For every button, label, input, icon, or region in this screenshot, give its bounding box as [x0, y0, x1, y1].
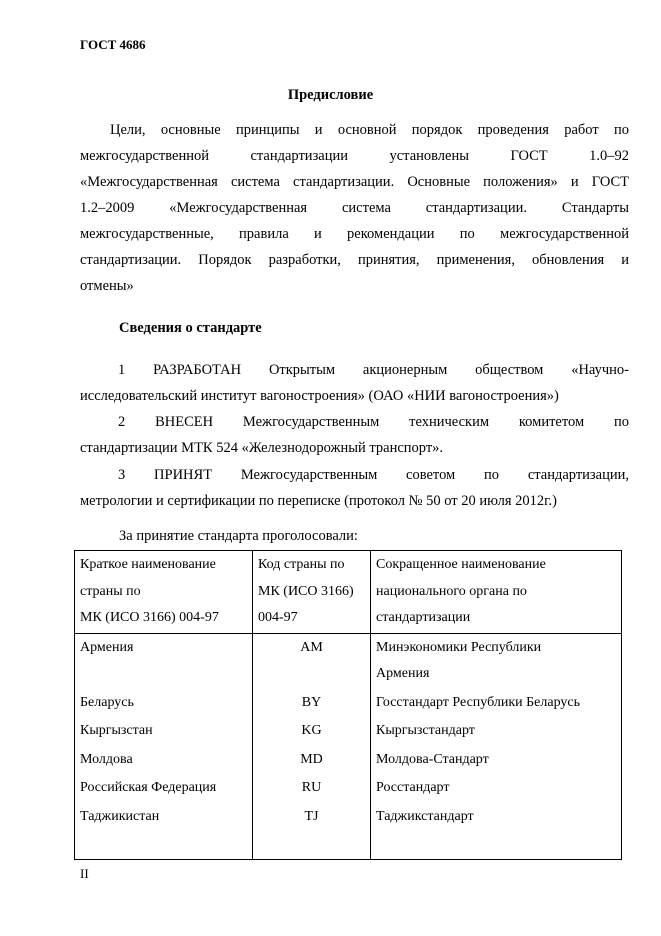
- code-cell: AM: [253, 633, 371, 689]
- table-header-row: [75, 551, 622, 634]
- empty-cell: [371, 831, 622, 860]
- text-line: 1 РАЗРАБОТАН Открытым акционерным обществом «Научно-: [118, 362, 629, 378]
- code-cell: TJ: [253, 803, 371, 832]
- text-line: «Межгосударственная система стандартизации. Основные положения» и ГОСТ: [80, 174, 629, 190]
- table-row-empty: [75, 831, 622, 860]
- org-cell: Молдова-Стандарт: [371, 746, 622, 775]
- header-organization: Сокращенное наименование национального органа по стандартизации: [371, 551, 622, 634]
- text-line: исследовательский институт вагоностроения» (ОАО «НИИ вагоностроения»): [80, 388, 559, 404]
- org-cell: Кыргызстандарт: [371, 717, 622, 746]
- empty-cell: [75, 831, 253, 860]
- code-cell: RU: [253, 774, 371, 803]
- text-line: межгосударственной стандартизации установлены ГОСТ 1.0–92: [80, 148, 629, 164]
- text-line: стандартизации. Порядок разработки, принятия, применения, обновления и: [80, 252, 629, 268]
- document-header: ГОСТ 4686: [80, 37, 146, 52]
- country-cell: Армения: [75, 633, 253, 689]
- code-cell: BY: [253, 689, 371, 718]
- country-cell: Кыргызстан: [75, 717, 253, 746]
- code-cell: MD: [253, 746, 371, 775]
- country-cell: Таджикистан: [75, 803, 253, 832]
- text-line: Цели, основные принципы и основной порядок проведения работ по: [110, 122, 629, 138]
- code-cell: KG: [253, 717, 371, 746]
- voting-table: [74, 550, 622, 860]
- table-row: [75, 689, 622, 718]
- org-cell: Таджикстандарт: [371, 803, 622, 832]
- text-line: 2 ВНЕСЕН Межгосударственным техническим комитетом по: [118, 414, 629, 430]
- org-cell: Росстандарт: [371, 774, 622, 803]
- intro-paragraph: [80, 117, 629, 299]
- item-submitted: [80, 409, 629, 461]
- country-cell: Молдова: [75, 746, 253, 775]
- table-row: [75, 717, 622, 746]
- page-number: II: [80, 866, 89, 881]
- vote-intro: За принятие стандарта проголосовали:: [119, 528, 358, 544]
- section-title: Предисловие: [287, 87, 374, 103]
- text-line: 1.2–2009 «Межгосударственная система стандартизации. Стандарты: [80, 200, 629, 216]
- header-code: Код страны по МК (ИСО 3166) 004-97: [253, 551, 371, 634]
- text-line: отмены»: [80, 278, 134, 294]
- item-adopted: [80, 462, 629, 514]
- table-row: [75, 746, 622, 775]
- text-line: 3 ПРИНЯТ Межгосударственным советом по стандартизации,: [118, 467, 629, 483]
- text-line: метрологии и сертификации по переписке (протокол № 50 от 20 июля 2012г.): [80, 493, 557, 509]
- country-cell: Беларусь: [75, 689, 253, 718]
- subheading: Сведения о стандарте: [119, 320, 262, 336]
- org-cell: Госстандарт Республики Беларусь: [371, 689, 622, 718]
- table-row: [75, 633, 622, 689]
- org-cell: Минэкономики Республики Армения: [371, 633, 622, 689]
- text-line: межгосударственные, правила и рекомендации по межгосударственной: [80, 226, 629, 242]
- table-row: [75, 803, 622, 832]
- table-row: [75, 774, 622, 803]
- text-line: стандартизации МТК 524 «Железнодорожный транспорт».: [80, 440, 444, 456]
- item-developed: [80, 357, 629, 409]
- empty-cell: [253, 831, 371, 860]
- country-cell: Российская Федерация: [75, 774, 253, 803]
- header-country: Краткое наименование страны по МК (ИСО 3166) 004-97: [75, 551, 253, 634]
